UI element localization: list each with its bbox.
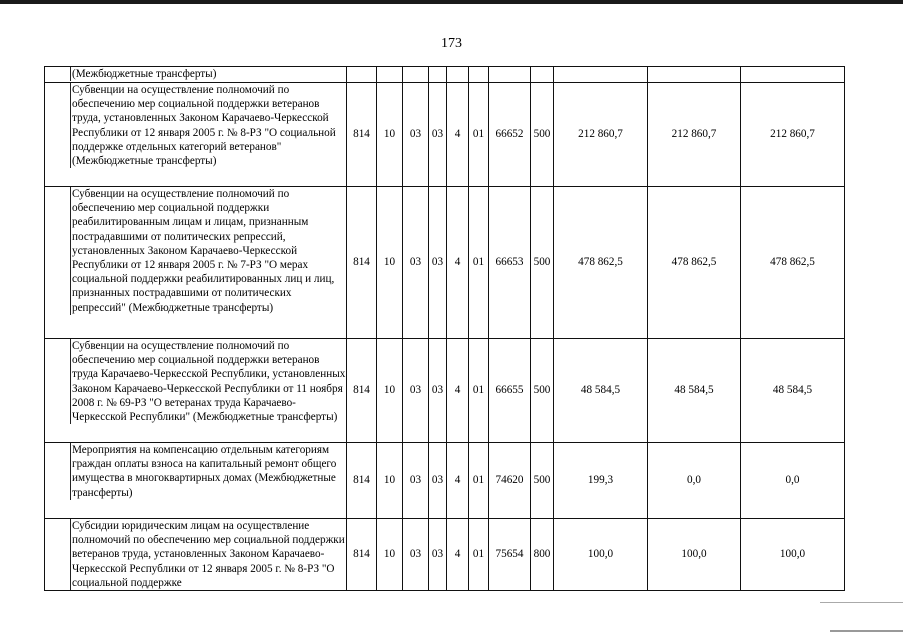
subprogram-cell: 4 <box>447 519 469 591</box>
admin-code-cell: 814 <box>347 187 377 339</box>
row-description-text: (Межбюджетные трансферты) <box>70 67 346 81</box>
main-event-cell: 01 <box>469 443 489 519</box>
amount-year3-cell: 478 862,5 <box>741 187 845 339</box>
expense-type-cell: 500 <box>531 339 554 443</box>
subprogram-cell: 4 <box>447 187 469 339</box>
amount-year3-cell: 100,0 <box>741 519 845 591</box>
admin-code-cell: 814 <box>347 83 377 187</box>
section-cell: 10 <box>377 339 403 443</box>
amount-year1-cell: 48 584,5 <box>554 339 648 443</box>
amount-year1-cell: 199,3 <box>554 443 648 519</box>
admin-code-cell: 814 <box>347 443 377 519</box>
scan-artifact-line <box>820 602 903 603</box>
row-description <box>45 67 347 83</box>
subprogram-cell: 4 <box>447 339 469 443</box>
amount-year2-cell: 0,0 <box>648 443 741 519</box>
admin-code-cell: 814 <box>347 339 377 443</box>
row-description <box>45 83 347 187</box>
subsection-cell: 03 <box>403 339 429 443</box>
main-event-cell: 01 <box>469 83 489 187</box>
amount-year3-cell: 212 860,7 <box>741 83 845 187</box>
table-row <box>45 339 845 443</box>
amount-year2-cell: 48 584,5 <box>648 339 741 443</box>
row-description-text: Субсидии юридическим лицам на осуществление полномочий по обеспечению мер социальной поддержки ветеранов труда, установленных Законом Карачаево-Черкесской Республики от 12 января 2005 г. № 8-РЗ "О социальной поддержке <box>72 520 345 589</box>
amount-year1-cell: 212 860,7 <box>554 83 648 187</box>
direction-cell: 74620 <box>489 443 531 519</box>
section-cell: 10 <box>377 187 403 339</box>
subsection-cell: 03 <box>403 187 429 339</box>
program-cell: 03 <box>429 339 447 443</box>
amount-year3-cell: 48 584,5 <box>741 339 845 443</box>
table-row <box>45 67 845 83</box>
row-description-text: Субвенции на осуществление полномочий по обеспечению мер социальной поддержки реабилитированным лицам и лицам, признанным пострадавшими от политических репрессий, установленных Законом Карачаево-Черкесской Республики от 12 января 2005 г. № 7-РЗ "О мерах социальной поддержки реабилитированных лиц и лиц, признанных пострадавшими от политических репрессий" (Межбюджетные трансферты) <box>70 187 346 315</box>
row-description <box>45 187 347 339</box>
row-description-text: Мероприятия на компенсацию отдельным категориям граждан оплаты взноса на капитальный ремонт общего имущества в многоквартирных домах (Межбюджетные трансферты) <box>70 443 346 500</box>
section-cell: 10 <box>377 443 403 519</box>
admin-code-cell: 814 <box>347 519 377 591</box>
table-row <box>45 83 845 187</box>
program-cell <box>429 67 447 83</box>
amount-year1-cell <box>554 67 648 83</box>
program-cell: 03 <box>429 83 447 187</box>
amount-year3-cell <box>741 67 845 83</box>
main-event-cell: 01 <box>469 519 489 591</box>
section-cell: 10 <box>377 83 403 187</box>
direction-cell: 66652 <box>489 83 531 187</box>
row-description-text: Субвенции на осуществление полномочий по обеспечению мер социальной поддержки ветеранов труда Карачаево-Черкесской Республики, установленных Законом Карачаево-Черкесской Республики от 11 ноября 2008 г. № 69-РЗ "О ветеранах труда Карачаево-Черкесской Республики" (Межбюджетные трансферты) <box>72 340 346 424</box>
expense-type-cell: 500 <box>531 443 554 519</box>
page-number: 173 <box>441 36 462 51</box>
subprogram-cell: 4 <box>447 443 469 519</box>
main-event-cell <box>469 67 489 83</box>
row-description <box>45 443 347 519</box>
subsection-cell: 03 <box>403 83 429 187</box>
row-description-text: Субвенции на осуществление полномочий по обеспечению мер социальной поддержки ветеранов труда, установленных Законом Карачаево-Черкесской Республики от 12 января 2005 г. № 8-РЗ "О социальной поддержке отдельных категорий ветеранов" (Межбюджетные трансферты) <box>70 83 346 168</box>
main-event-cell: 01 <box>469 339 489 443</box>
main-event-cell: 01 <box>469 187 489 339</box>
amount-year1-cell: 100,0 <box>554 519 648 591</box>
budget-table <box>44 66 845 591</box>
amount-year2-cell: 100,0 <box>648 519 741 591</box>
section-cell: 10 <box>377 519 403 591</box>
row-description <box>45 519 347 591</box>
admin-code-cell <box>347 67 377 83</box>
expense-type-cell: 500 <box>531 187 554 339</box>
subsection-cell: 03 <box>403 443 429 519</box>
table-row <box>45 443 845 519</box>
direction-cell: 66653 <box>489 187 531 339</box>
expense-type-cell: 500 <box>531 83 554 187</box>
direction-cell: 66655 <box>489 339 531 443</box>
subsection-cell: 03 <box>403 519 429 591</box>
program-cell: 03 <box>429 443 447 519</box>
expense-type-cell: 800 <box>531 519 554 591</box>
direction-cell: 75654 <box>489 519 531 591</box>
expense-type-cell <box>531 67 554 83</box>
page-top-border <box>0 0 903 4</box>
amount-year1-cell: 478 862,5 <box>554 187 648 339</box>
subprogram-cell: 4 <box>447 83 469 187</box>
amount-year3-cell: 0,0 <box>741 443 845 519</box>
amount-year2-cell <box>648 67 741 83</box>
table-row <box>45 519 845 591</box>
amount-year2-cell: 212 860,7 <box>648 83 741 187</box>
row-description <box>45 339 347 443</box>
direction-cell <box>489 67 531 83</box>
subsection-cell <box>403 67 429 83</box>
table-row <box>45 187 845 339</box>
program-cell: 03 <box>429 187 447 339</box>
program-cell: 03 <box>429 519 447 591</box>
scan-artifact-line <box>830 630 903 632</box>
subprogram-cell <box>447 67 469 83</box>
amount-year2-cell: 478 862,5 <box>648 187 741 339</box>
section-cell <box>377 67 403 83</box>
